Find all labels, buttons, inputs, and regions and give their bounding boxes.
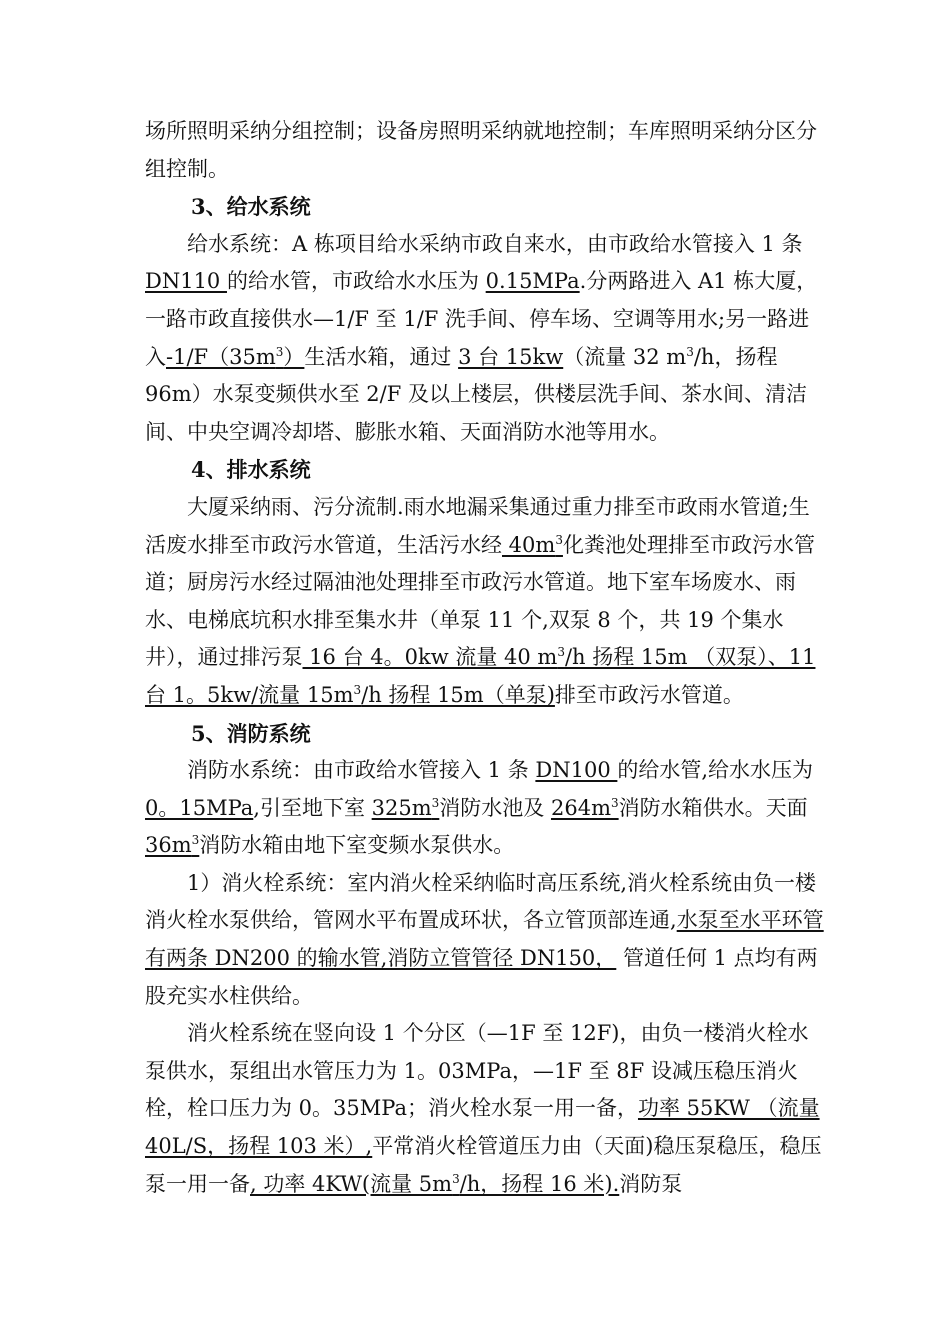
superscript: 3: [686, 344, 694, 359]
underlined-text: [145, 833, 199, 857]
text-span: （流量 32 m: [563, 344, 687, 369]
text-span: -1/F（35m: [166, 344, 276, 369]
text-span: 16 台 4。0kw 流量 40 m: [302, 645, 558, 670]
text-span: /h，扬程 16 米).: [459, 1171, 620, 1196]
superscript: 3: [191, 833, 200, 848]
superscript: 3: [353, 682, 362, 697]
text-span: ）: [283, 344, 305, 369]
text-span: 264m: [550, 795, 611, 820]
text-span: 1）消火栓系统：室内消火栓采纳临时高压系统,消火栓系统由负一楼消火栓水泵供给，管网水平布置成环状，各立管顶部连通,: [145, 870, 817, 933]
text-span: 40m: [502, 532, 556, 557]
text-span: 消防水池及: [439, 795, 551, 820]
underlined-text: [166, 345, 304, 369]
text-span: ,引至地下室: [253, 795, 372, 820]
text-span: /h，扬程 96m）水泵变频供水至 2/F 及以上楼层，供楼层洗手间、茶水间、清洁间、中央空调冷却塔、膨胀水箱、天面消防水池等用水。: [145, 344, 807, 444]
text-span: 消火栓系统在竖向设 1 个分区（—1F 至 12F)，由负一楼消火栓水泵供水，泵组出水管压力为 1。03MPa，—1F 至 8F 设减压稳压消火栓，栓口压力为 0。35MPa；消火栓水泵一用一备，: [145, 1021, 809, 1121]
underlined-text: [551, 796, 619, 820]
superscript: 3: [555, 532, 563, 547]
superscript: 3: [275, 344, 284, 359]
text-span: 生活水箱，通过: [304, 344, 459, 369]
superscript: 3: [610, 795, 619, 810]
text-span: 36m: [145, 833, 192, 858]
text-span: /h 扬程 15m（单泵): [361, 682, 555, 707]
text-span: 排至市政污水管道。: [554, 682, 744, 707]
text-span: 大厦采纳雨、污分流制.雨水地漏采集通过重力排至市政雨水管道;生活废水排至市政污水管道，生活污水经: [145, 494, 810, 557]
text-span: 的给水管，市政给水水压为: [226, 269, 486, 294]
paragraph-hydrant-system: [145, 865, 825, 1015]
text-span: 消防水箱供水。天面: [618, 795, 808, 820]
underlined-text: [502, 533, 563, 557]
heading-fire-protection: 5、消防系统: [191, 720, 311, 746]
paragraph-hydrant-zone: [145, 1015, 825, 1203]
superscript: 3: [557, 645, 565, 660]
underlined-text: 0.15MPa: [485, 269, 580, 294]
underlined-text: DN110: [145, 269, 227, 294]
paragraph-fire-water: [145, 752, 825, 865]
underlined-text: 3 台 15kw: [458, 344, 564, 369]
heading-water-supply: 3、给水系统: [191, 194, 311, 220]
paragraph-drainage: [145, 489, 825, 715]
text-span: 化粪池处理排至市政污水管道；厨房污水经过隔油池处理排至市政污水管道。地下室车场废水、雨水、电梯底坑积水排至集水井（单泵 11 个,双泵 8 个，共 19 个集水井），通过排污泵: [145, 532, 815, 670]
text-span: 的给水管,给水水压为: [617, 758, 814, 783]
heading-drainage: 4、排水系统: [191, 457, 311, 483]
underlined-text: [372, 796, 440, 820]
underlined-text: DN100: [535, 758, 618, 783]
superscript: 3: [452, 1171, 460, 1186]
text-span: 消防泵: [619, 1171, 683, 1196]
text-span: , 功率 4KW(流量 5m: [250, 1171, 453, 1196]
underlined-text: 功率 55KW （流量 40L/S，扬程 103 米）,: [145, 1096, 820, 1159]
superscript: 3: [431, 795, 440, 810]
text-span: .分两路进入 A1 栋大厦，一路市政直接供水—1/F 至 1/F 洗手间、停车场、空调等用水;另一路进入: [145, 269, 818, 369]
text-span: 消防水箱由地下室变频水泵供水。: [199, 833, 515, 858]
text-span: 管道任何 1 点均有两股充实水柱供给。: [145, 946, 818, 1008]
underlined-text: 水泵至水平环管有两条 DN200 的输水管,消防立管管径 DN150，: [145, 908, 824, 971]
document-page: [145, 113, 825, 1203]
text-span: 平常消火栓管道压力由（天面)稳压泵稳压，稳压泵一用一备: [145, 1134, 822, 1196]
underlined-text: 0。15MPa: [145, 795, 254, 820]
paragraph-water-supply: [145, 226, 825, 452]
paragraph-lighting-control: 场所照明采纳分组控制；设备房照明采纳就地控制；车库照明采纳分区分组控制。: [145, 119, 817, 181]
text-span: 给水系统：A 栋项目给水采纳市政自来水，由市政给水管接入 1 条: [187, 231, 803, 256]
text-span: /h 扬程 15m （双泵）、11 台 1。5kw/流量 15m: [145, 645, 816, 707]
text-span: 325m: [371, 795, 432, 820]
underlined-text: [250, 1172, 619, 1196]
text-span: 消防水系统：由市政给水管接入 1 条: [187, 758, 536, 783]
